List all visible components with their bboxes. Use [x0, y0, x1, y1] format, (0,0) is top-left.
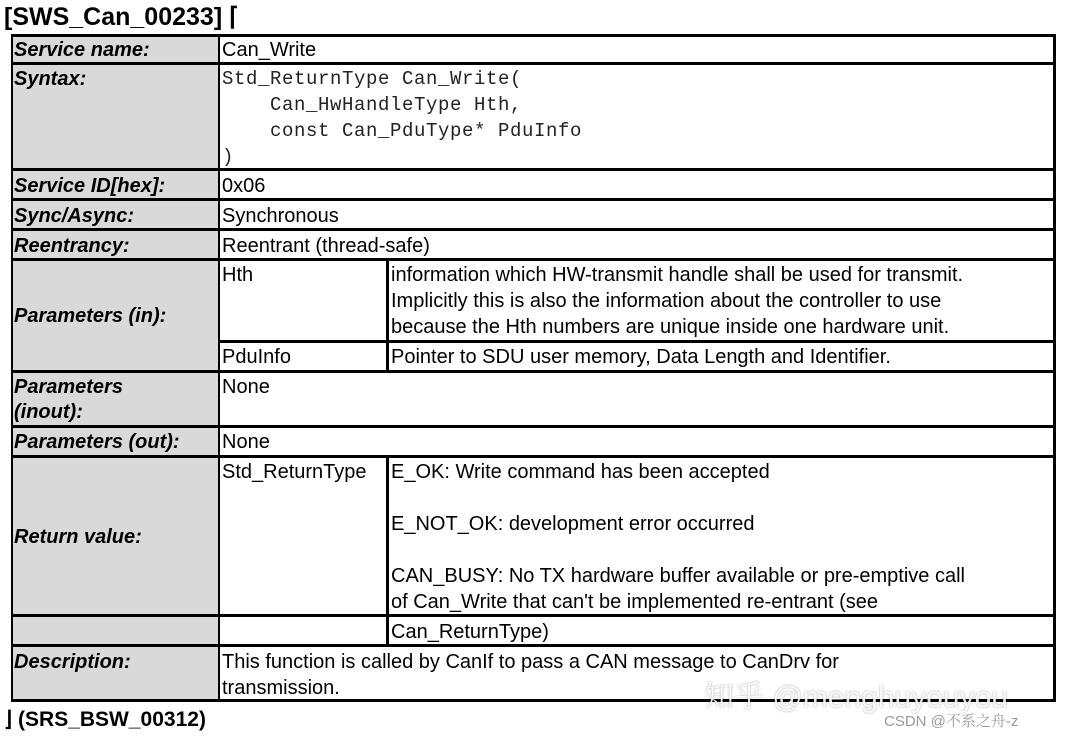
- param-pduinfo-name: PduInfo: [222, 346, 291, 368]
- service-id-value: 0x06: [222, 175, 266, 197]
- return-e-not-ok: E_NOT_OK: development error occurred: [391, 513, 755, 535]
- syntax-label: Syntax:: [14, 68, 87, 90]
- zhihu-watermark: 知乎 @menghuyouyou: [704, 681, 1008, 714]
- param-hth-name: Hth: [222, 264, 254, 286]
- param-hth-desc-line-2: Implicitly this is also the information about the controller to use: [391, 290, 942, 312]
- return-type: Std_ReturnType: [222, 461, 367, 483]
- parameters-inout-value: None: [222, 376, 270, 398]
- syntax-line-3: const Can_PduType* PduInfo: [222, 120, 583, 142]
- requirement-id-heading: [SWS_Can_00233] ⌈: [4, 3, 239, 31]
- syntax-line-4: ): [222, 146, 235, 168]
- sync-async-value: Synchronous: [222, 205, 339, 227]
- sync-async-label: Sync/Async:: [14, 205, 135, 227]
- description-line-1: This function is called by CanIf to pass a CAN message to CanDrv for: [222, 651, 839, 673]
- description-line-2: transmission.: [222, 677, 340, 699]
- description-label: Description:: [14, 651, 131, 673]
- syntax-line-2: Can_HwHandleType Hth,: [222, 94, 523, 116]
- reentrancy-value: Reentrant (thread-safe): [222, 235, 430, 257]
- service-name-label: Service name:: [14, 39, 150, 61]
- return-e-ok: E_OK: Write command has been accepted: [391, 461, 770, 483]
- return-can-busy-line-2: of Can_Write that can't be implemented re-entrant (see: [391, 591, 879, 613]
- syntax-line-1: Std_ReturnType Can_Write(: [222, 68, 523, 90]
- csdn-watermark: CSDN @不系之舟-z: [884, 713, 1019, 730]
- label-column-shading: [12, 36, 219, 700]
- param-pduinfo-desc: Pointer to SDU user memory, Data Length and Identifier.: [391, 346, 891, 368]
- requirement-trace-footer: ⌋ (SRS_BSW_00312): [4, 708, 206, 731]
- return-can-busy-line-1: CAN_BUSY: No TX hardware buffer available or pre-emptive call: [391, 565, 965, 587]
- parameters-in-label: Parameters (in):: [14, 305, 167, 327]
- parameters-out-label: Parameters (out):: [14, 431, 180, 453]
- reentrancy-label: Reentrancy:: [14, 235, 130, 257]
- param-hth-desc-line-1: information which HW-transmit handle shall be used for transmit.: [391, 264, 964, 286]
- return-continuation: Can_ReturnType): [391, 621, 549, 643]
- return-value-label: Return value:: [14, 526, 142, 548]
- service-id-label: Service ID[hex]:: [14, 175, 166, 197]
- parameters-inout-label-line2: (inout):: [14, 401, 83, 423]
- param-hth-desc-line-3: because the Hth numbers are unique inside one hardware unit.: [391, 316, 950, 338]
- parameters-inout-label-line1: Parameters: [14, 376, 123, 398]
- parameters-out-value: None: [222, 431, 270, 453]
- service-name-value: Can_Write: [222, 39, 317, 61]
